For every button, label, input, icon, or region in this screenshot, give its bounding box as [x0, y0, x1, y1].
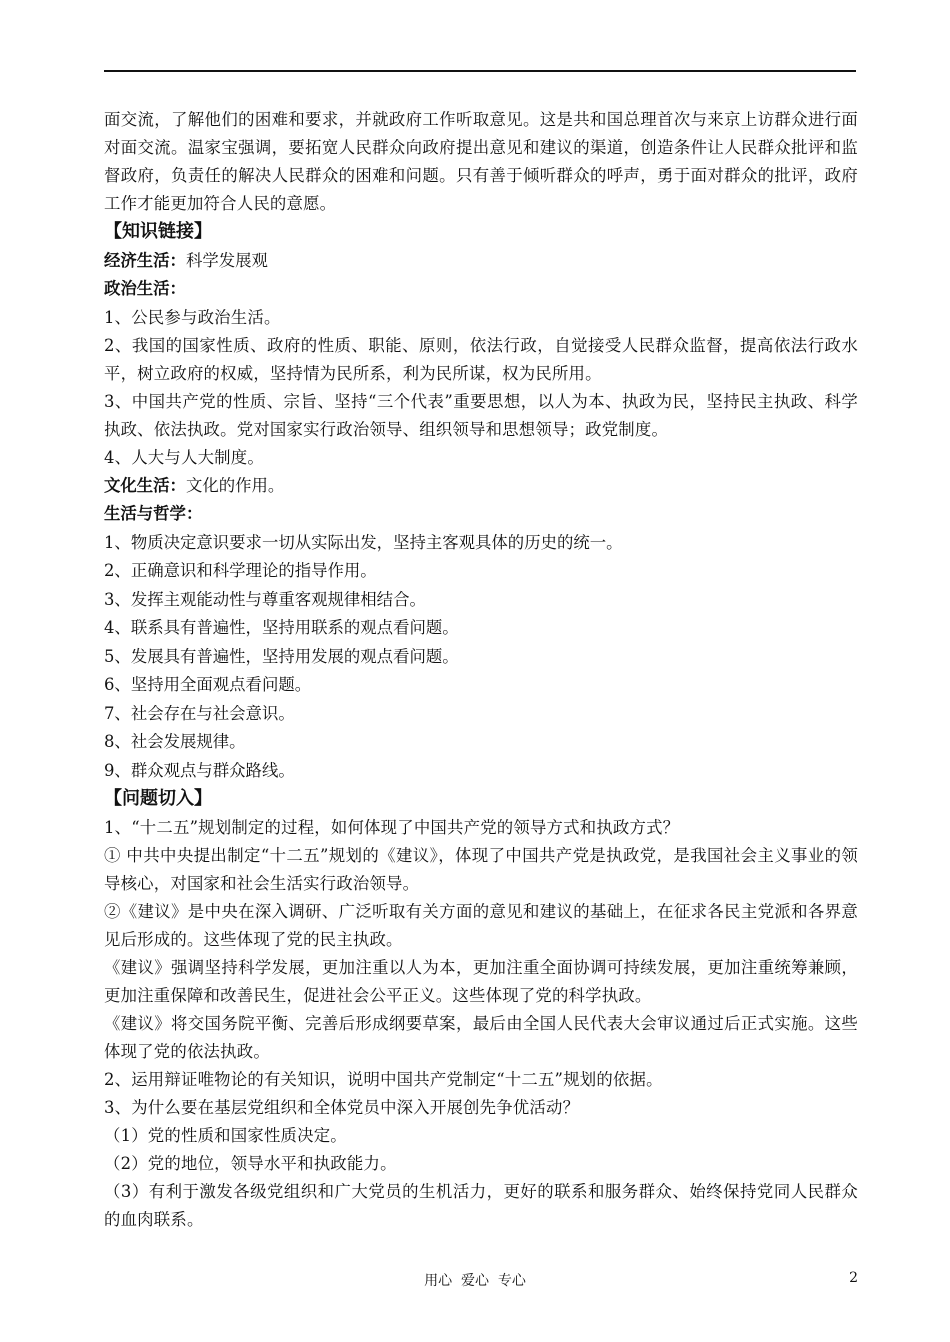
economic-label: 经济生活： — [104, 250, 186, 270]
philosophy-item: 4、联系具有普遍性，坚持用联系的观点看问题。 — [104, 618, 459, 637]
philosophy-item: 8、社会发展规律。 — [104, 732, 246, 751]
cultural-label: 文化生活： — [104, 475, 186, 495]
question-item: ① 中共中央提出制定“十二五”规划的《建议》，体现了中国共产党是执政党，是我国社会主义事业的领导核心，对国家和社会生活实行政治领导。 — [104, 845, 858, 893]
question-item: 3、为什么要在基层党组织和全体党员中深入开展创先争优活动？ — [104, 1097, 580, 1117]
philosophy-label: 生活与哲学： — [104, 504, 203, 523]
footer-motto: 用心 爱心 专心 — [424, 1273, 526, 1289]
question-item: 《建议》将交国务院平衡、完善后形成纲要草案，最后由全国人民代表大会审议通过后正式实施。这些体现了党的依法执政。 — [104, 1013, 858, 1061]
page-number: 2 — [849, 1270, 858, 1286]
economic-line — [104, 247, 858, 276]
cultural-text: 文化的作用。 — [185, 475, 285, 495]
questions-heading: 【问题切入】 — [104, 788, 212, 809]
political-item: 3、中国共产党的性质、宗旨、坚持“三个代表”重要思想，以人为本、执政为民，坚持民主执政、科学执政、依法执政。党对国家实行政治领导、组织领导和思想领导；政党制度。 — [104, 391, 858, 439]
page-content — [104, 106, 858, 1234]
question-item: ②《建议》是中央在深入调研、广泛听取有关方面的意见和建议的基础上，在征求各民主党派和各界意见后形成的。这些体现了党的民主执政。 — [104, 901, 858, 949]
question-item: （3）有利于激发各级党组织和广大党员的生机活力，更好的联系和服务群众、始终保持党同人民群众的血肉联系。 — [104, 1181, 858, 1229]
question-item: 《建议》强调坚持科学发展，更加注重以人为本，更加注重全面协调可持续发展，更加注重统筹兼顾，更加注重保障和改善民生，促进社会公平正义。这些体现了党的科学执政。 — [104, 957, 858, 1005]
question-item: （1）党的性质和国家性质决定。 — [104, 1125, 347, 1145]
philosophy-item: 7、社会存在与社会意识。 — [104, 703, 295, 723]
question-item: （2）党的地位，领导水平和执政能力。 — [104, 1153, 397, 1173]
philosophy-item: 5、发展具有普遍性，坚持用发展的观点看问题。 — [104, 646, 459, 666]
political-item: 1、公民参与政治生活。 — [104, 307, 281, 327]
intro-paragraph: 面交流，了解他们的困难和要求，并就政府工作听取意见。这是共和国总理首次与来京上访群众进行面对面交流。温家宝强调，要拓宽人民群众向政府提出意见和建议的渠道，创造条件让人民群众批评和监督政府，负责任的解决人民群众的困难和问题。只有善于倾听群众的呼声，勇于面对群众的批评，政府工作才能更加符合人民的意愿。 — [104, 110, 858, 213]
economic-text: 科学发展观 — [185, 250, 268, 270]
cultural-line — [104, 472, 858, 501]
header-rule — [104, 70, 856, 72]
political-item: 4、人大与人大制度。 — [104, 447, 264, 467]
philosophy-item: 6、坚持用全面观点看问题。 — [104, 675, 312, 694]
knowledge-heading: 【知识链接】 — [104, 221, 212, 242]
philosophy-item: 1、物质决定意识要求一切从实际出发，坚持主客观具体的历史的统一。 — [104, 532, 623, 552]
question-item: 1、“十二五”规划制定的过程，如何体现了中国共产党的领导方式和执政方式？ — [104, 817, 680, 837]
philosophy-item: 9、群众观点与群众路线。 — [104, 760, 295, 780]
philosophy-item: 3、发挥主观能动性与尊重客观规律相结合。 — [104, 589, 426, 609]
political-item: 2、我国的国家性质、政府的性质、职能、原则，依法行政，自觉接受人民群众监督，提高依法行政水平，树立政府的权威，坚持情为民所系，利为民所谋，权为民所用。 — [104, 335, 858, 383]
philosophy-item: 2、正确意识和科学理论的指导作用。 — [104, 561, 377, 580]
question-item: 2、运用辩证唯物论的有关知识，说明中国共产党制定“十二五”规划的依据。 — [104, 1069, 663, 1089]
political-label: 政治生活： — [104, 279, 186, 298]
